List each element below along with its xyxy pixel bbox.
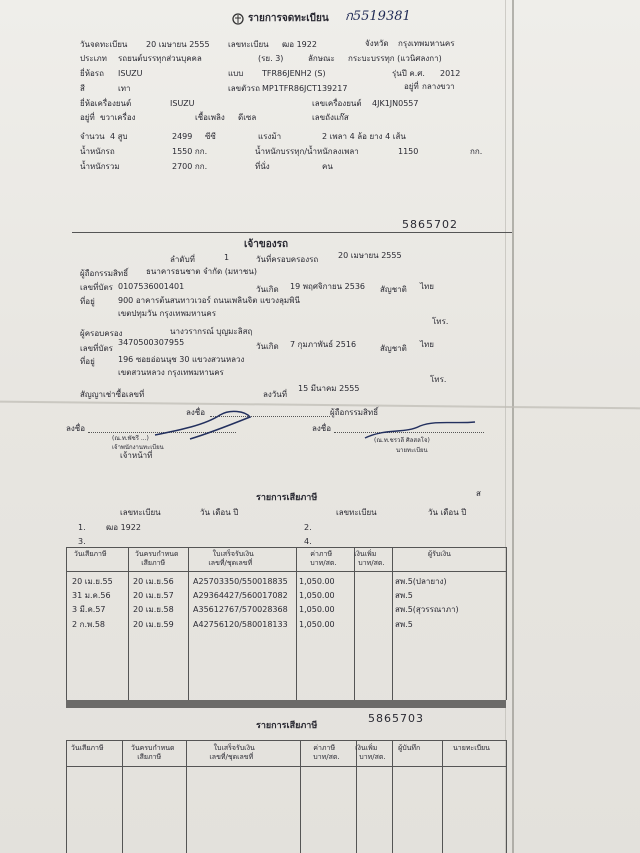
reg-date-label: วันจดทะเบียน bbox=[80, 40, 128, 49]
table-header-cell: ค่าภาษี bbox=[310, 550, 333, 558]
table-line bbox=[186, 740, 187, 853]
chassis-pos-label: อยู่ที่ bbox=[404, 82, 419, 91]
holder-name: ธนาคารธนชาต จำกัด (มหาชน) bbox=[146, 267, 257, 276]
cc-label: ซีซี bbox=[205, 132, 216, 141]
order-label: ลำดับที่ bbox=[170, 255, 195, 264]
tax-due-date: 20 เม.ย.56 bbox=[133, 577, 174, 586]
table2-header-cell: ผู้บันทึก bbox=[398, 744, 421, 752]
table2-header-cell: ค่าภาษี bbox=[313, 744, 336, 752]
table2-header-cell: บาท/สต. bbox=[313, 753, 340, 761]
tax-receipt: A42756120/580018133 bbox=[193, 620, 288, 629]
possession-date-label: วันที่ครอบครองรถ bbox=[256, 255, 319, 264]
address2-label: ที่อยู่ bbox=[80, 357, 95, 366]
gross-weight-label: น้ำหนักรวม bbox=[80, 162, 120, 171]
table2-header-cell: เสียภาษี bbox=[137, 753, 162, 761]
engine-position: ขวาเครื่อง bbox=[100, 113, 136, 122]
tax-receiver-stamp: สพ.5(ปลายาง) bbox=[395, 577, 447, 586]
tel-label: โทร. bbox=[432, 317, 449, 326]
table-line bbox=[506, 547, 507, 700]
tax-receiver-stamp: สพ.5 bbox=[395, 591, 413, 600]
engine-no-label: เลขเครื่องยนต์ bbox=[312, 99, 362, 108]
table-line bbox=[66, 766, 506, 767]
model-year-label: รุ่นปี ค.ศ. bbox=[392, 69, 425, 78]
fuel: ดีเซล bbox=[238, 113, 257, 122]
tel2-label: โทร. bbox=[430, 375, 447, 384]
engine-brand-label: ยี่ห้อเครื่องยนต์ bbox=[80, 99, 132, 108]
tax-section-title: รายการเสียภาษี bbox=[256, 493, 318, 503]
table-line bbox=[300, 740, 301, 853]
model: TFR86JENH2 (S) bbox=[262, 69, 326, 78]
engine-brand: ISUZU bbox=[170, 99, 195, 108]
province-label: จังหวัด bbox=[365, 39, 389, 48]
side-mark: ส bbox=[476, 489, 481, 498]
model-year: 2012 bbox=[440, 69, 461, 78]
table2-header-cell: เลขที่/ชุดเลขที่ bbox=[209, 753, 254, 761]
holder-birth: 19 พฤศจิกายน 2536 bbox=[290, 282, 365, 291]
cylinders: 4 สูบ bbox=[110, 132, 128, 141]
id-label: เลขที่บัตร bbox=[80, 283, 113, 292]
seats-label: ที่นั่ง bbox=[255, 162, 270, 171]
nationality2-label: สัญชาติ bbox=[380, 344, 407, 353]
possessor-label: ผู้ครอบครอง bbox=[80, 329, 123, 338]
id2-label: เลขที่บัตร bbox=[80, 344, 113, 353]
chassis-number: MP1TFR86JCT139217 bbox=[262, 84, 348, 93]
table-line bbox=[392, 740, 393, 853]
possessor-nationality: ไทย bbox=[420, 340, 434, 349]
table-line bbox=[66, 547, 67, 700]
table-line bbox=[66, 740, 67, 853]
tax-amount: 1,050.00 bbox=[299, 591, 335, 600]
possessor-id: 3470500307955 bbox=[118, 338, 185, 347]
holder-sig-role: ผู้ถือกรรมสิทธิ์ bbox=[330, 408, 379, 417]
tax-col-date: วัน เดือน ปี bbox=[200, 508, 239, 517]
document-title: รายการจดทะเบียน bbox=[248, 13, 329, 24]
body-label: ลักษณะ bbox=[308, 54, 335, 63]
table-line bbox=[296, 547, 297, 700]
engine-pos-label: อยู่ที่ bbox=[80, 113, 95, 122]
brand-label: ยี่ห้อรถ bbox=[80, 69, 104, 78]
officer-title: เจ้าหน้าที่ bbox=[120, 451, 153, 460]
table-line bbox=[66, 571, 506, 572]
table-line bbox=[356, 740, 357, 853]
holder-address-line1: 900 อาคารต้นสนทาวเวอร์ ถนนเพลินจิต แขวงลุมพินี bbox=[118, 296, 300, 305]
possession-date: 20 เมษายน 2555 bbox=[338, 251, 402, 260]
tax-col-reg: เลขทะเบียน bbox=[120, 508, 161, 517]
engine-number: 4JK1JN0557 bbox=[372, 99, 419, 108]
officer-role: เจ้าพนักงานทะเบียน bbox=[112, 444, 164, 451]
table2-header-cell: ใบเสร็จรับเงิน bbox=[213, 744, 255, 752]
tax-row4-number: 4. bbox=[304, 537, 312, 546]
displacement: 2499 bbox=[172, 132, 193, 141]
tax-receiver-stamp: สพ.5(สุวรรณาภา) bbox=[395, 605, 459, 614]
table-header-cell: บาท/สต. bbox=[358, 559, 385, 567]
tax-due-date: 20 เม.ย.58 bbox=[133, 605, 174, 614]
table2-header-cell: วันเสียภาษี bbox=[70, 744, 104, 752]
tax-receipt: A29364427/560017082 bbox=[193, 591, 288, 600]
tax-due-date: 20 เม.ย.59 bbox=[133, 620, 174, 629]
possessor-name: นางวรากรณ์ บุญมะลิสฤ bbox=[170, 327, 253, 336]
table-line bbox=[128, 547, 129, 700]
tax-receipt: A25703350/550018835 bbox=[193, 577, 288, 586]
holder-address-line2: เขตปทุมวัน กรุงเทพมหานคร bbox=[118, 309, 217, 318]
gross-weight: 2700 กก. bbox=[172, 162, 208, 171]
weight: 1550 กก. bbox=[172, 147, 208, 156]
holder-nationality: ไทย bbox=[420, 282, 434, 291]
table-header-cell: วันครบกำหนด bbox=[134, 550, 179, 558]
tax-paid-date: 31 ม.ค.56 bbox=[72, 591, 111, 600]
tax-amount: 1,050.00 bbox=[299, 605, 335, 614]
possessor-address-line2: เขตสวนหลวง กรุงเทพมหานคร bbox=[118, 368, 224, 377]
garuda-emblem-icon bbox=[232, 12, 244, 26]
officer-sig-label: ลงชื่อ bbox=[66, 424, 86, 433]
bottom-stamped-number: 5865703 bbox=[368, 712, 424, 725]
contract-date-label: ลงวันที่ bbox=[263, 390, 288, 399]
contract-date: 15 มีนาคม 2555 bbox=[298, 384, 360, 393]
table-line bbox=[392, 547, 393, 700]
contract-label: สัญญาเช่าซื้อเลขที่ bbox=[80, 390, 145, 399]
cylinders-label: จำนวน bbox=[80, 132, 105, 141]
stamped-number: 5865702 bbox=[402, 218, 458, 231]
paper-crease bbox=[0, 401, 640, 410]
holder-label: ผู้ถือกรรมสิทธิ์ bbox=[80, 269, 129, 278]
officer-signature-icon bbox=[150, 405, 260, 445]
order-number: 1 bbox=[224, 253, 230, 262]
officer-name: (ณ.ท.พัชรี ...) bbox=[112, 435, 149, 442]
brand: ISUZU bbox=[118, 69, 143, 78]
table-header-cell: เสียภาษี bbox=[141, 559, 166, 567]
load-label: น้ำหนักบรรทุก/น้ำหนักลงเพลา bbox=[255, 147, 359, 156]
tax-col-date2: วัน เดือน ปี bbox=[428, 508, 467, 517]
table-header-cell: เงินเพิ่ม bbox=[354, 550, 377, 558]
table2-header-cell: นายทะเบียน bbox=[453, 744, 490, 752]
province: กรุงเทพมหานคร bbox=[398, 39, 455, 48]
tax-section-title-2: รายการเสียภาษี bbox=[256, 721, 318, 731]
table-line bbox=[122, 740, 123, 853]
registrar-name: (ณ.ท.ชรวลี ศิลสลโจ) bbox=[374, 437, 430, 444]
tax-paid-date: 2 ก.พ.58 bbox=[72, 620, 106, 629]
model-label: แบบ bbox=[228, 69, 244, 78]
holder-sig-label: ลงชื่อ bbox=[186, 408, 206, 417]
table-header-cell: ผู้รับเงิน bbox=[428, 550, 451, 558]
table-line bbox=[66, 547, 506, 548]
birth-label: วันเกิด bbox=[256, 285, 279, 294]
tax-row2-number: 2. bbox=[304, 523, 312, 532]
tax-col-reg2: เลขทะเบียน bbox=[336, 508, 377, 517]
paper-fold bbox=[505, 0, 506, 853]
color-label: สี bbox=[80, 84, 85, 93]
hp-label: แรงม้า bbox=[258, 132, 282, 141]
table-line bbox=[188, 547, 189, 700]
table-line bbox=[506, 740, 507, 853]
divider bbox=[72, 232, 512, 233]
holder-id: 0107536001401 bbox=[118, 282, 185, 291]
table-line bbox=[354, 547, 355, 700]
tax-row1-number: 1. bbox=[78, 523, 86, 532]
tax-receipt: A35612767/570028368 bbox=[193, 605, 288, 614]
table-line bbox=[442, 740, 443, 853]
possessor-address-line1: 196 ซอยอ่อนนุช 30 แขวงสวนหลวง bbox=[118, 355, 245, 364]
tax-amount: 1,050.00 bbox=[299, 620, 335, 629]
registrar-sig-label: ลงชื่อ bbox=[312, 424, 332, 433]
type-code: (รย. 3) bbox=[258, 54, 284, 63]
table2-header-cell: วันครบกำหนด bbox=[130, 744, 175, 752]
body-style: กระบะบรรทุก (แวนิศลงกา) bbox=[348, 54, 442, 63]
reg-no: ฒอ 1922 bbox=[282, 40, 317, 49]
tax-paid-date: 20 เม.ย.55 bbox=[72, 577, 113, 586]
axle-info: 2 เพลา 4 ล้อ ยาง 4 เส้น bbox=[322, 132, 406, 141]
tax-due-date: 20 เม.ย.57 bbox=[133, 591, 174, 600]
address-label: ที่อยู่ bbox=[80, 297, 95, 306]
table-header-cell: เลขที่/ชุดเลขที่ bbox=[208, 559, 253, 567]
handwritten-number: ก5519381 bbox=[345, 9, 411, 24]
gas-tank-label: เลขถังแก๊ส bbox=[312, 113, 349, 122]
tax-amount: 1,050.00 bbox=[299, 577, 335, 586]
table-header-cell: วันเสียภาษี bbox=[73, 550, 107, 558]
chassis-position: กลางขวา bbox=[422, 82, 455, 91]
table-line bbox=[66, 740, 506, 741]
table2-header-cell: บาท/สต. bbox=[359, 753, 386, 761]
seats-unit: คน bbox=[322, 162, 333, 171]
table-border-band bbox=[66, 700, 506, 708]
table-header-cell: ใบเสร็จรับเงิน bbox=[212, 550, 254, 558]
owner-section-title: เจ้าของรถ bbox=[244, 239, 289, 250]
chassis-label: เลขตัวรถ bbox=[228, 84, 260, 93]
load-unit: กก. bbox=[470, 147, 483, 156]
weight-label: น้ำหนักรถ bbox=[80, 147, 115, 156]
possessor-birth: 7 กุมภาพันธ์ 2516 bbox=[290, 340, 357, 349]
type-label: ประเภท bbox=[80, 54, 107, 63]
load: 1150 bbox=[398, 147, 419, 156]
fuel-label: เชื้อเพลิง bbox=[195, 113, 225, 122]
nationality-label: สัญชาติ bbox=[380, 285, 407, 294]
tax-row3-number: 3. bbox=[78, 537, 86, 546]
paper-fold bbox=[512, 0, 514, 853]
reg-date: 20 เมษายน 2555 bbox=[146, 40, 210, 49]
tax-receiver-stamp: สพ.5 bbox=[395, 620, 413, 629]
color: เทา bbox=[118, 84, 131, 93]
reg-no-label: เลขทะเบียน bbox=[228, 40, 269, 49]
registrar-role: นายทะเบียน bbox=[396, 447, 428, 454]
tax-row1-reg: ฒอ 1922 bbox=[106, 523, 141, 532]
table2-header-cell: เงินเพิ่ม bbox=[355, 744, 378, 752]
birth2-label: วันเกิด bbox=[256, 342, 279, 351]
vehicle-type: รถยนต์บรรทุกส่วนบุคคล bbox=[118, 54, 202, 63]
tax-paid-date: 3 มี.ค.57 bbox=[72, 605, 106, 614]
table-header-cell: บาท/สต. bbox=[310, 559, 337, 567]
